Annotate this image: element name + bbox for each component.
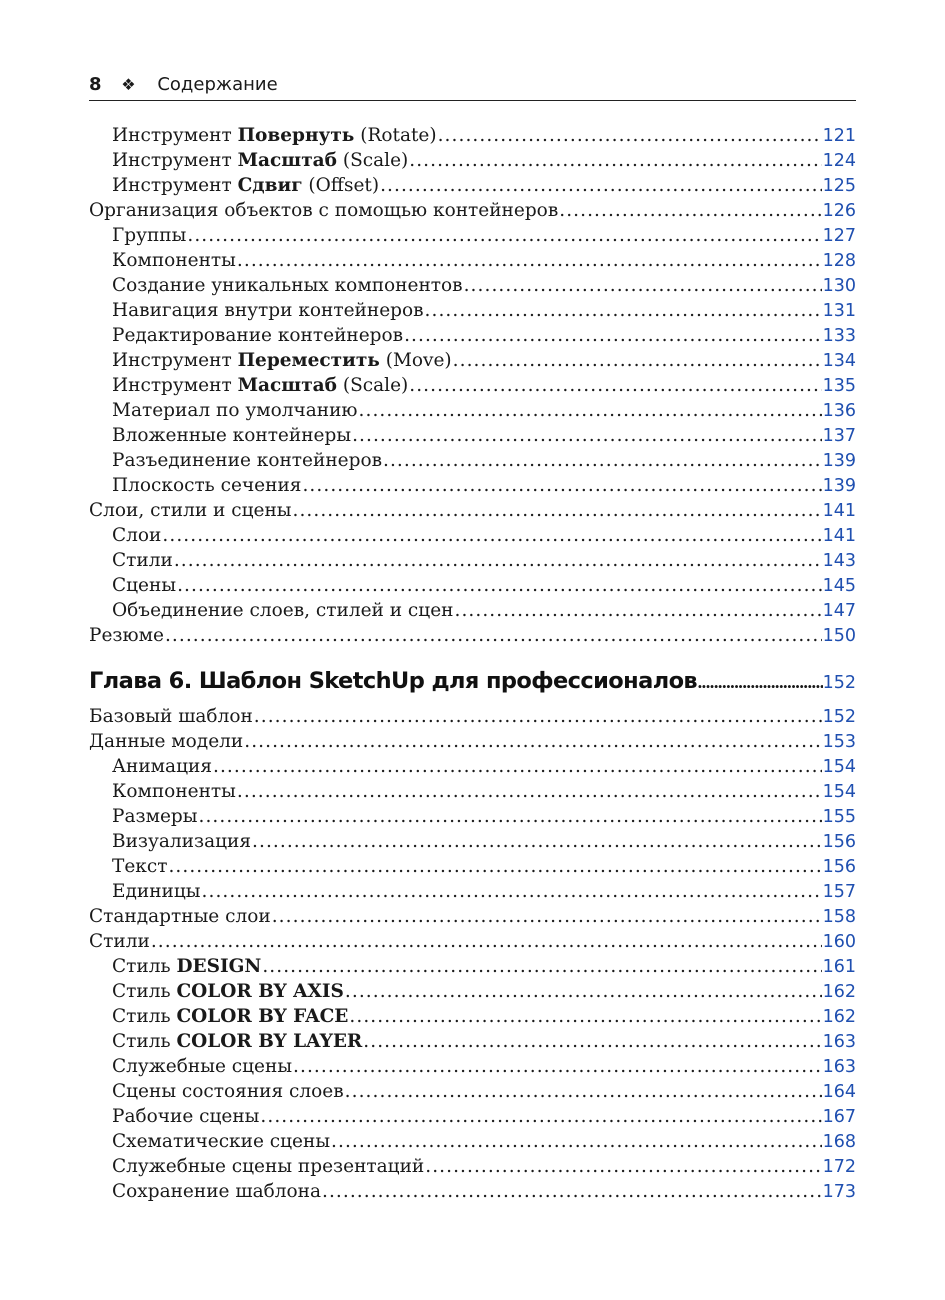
dot-leader	[168, 854, 821, 879]
toc-section-2	[89, 704, 856, 1204]
toc-entry[interactable]	[89, 1079, 856, 1104]
toc-entry-text: Стили	[112, 550, 173, 571]
toc-entry-title	[112, 148, 408, 173]
toc-page-number[interactable]: 145	[822, 576, 856, 596]
toc-entry[interactable]	[89, 348, 856, 373]
toc-entry-title	[89, 729, 243, 754]
toc-entry-text: Редактирование контейнеров	[112, 325, 404, 346]
toc-entry[interactable]	[89, 473, 856, 498]
toc-entry[interactable]	[89, 548, 856, 573]
toc-page-number[interactable]: 162	[822, 1007, 856, 1027]
dot-leader	[453, 348, 822, 373]
toc-entry-text: Инструмент	[112, 175, 238, 196]
toc-page-number[interactable]: 155	[822, 807, 856, 827]
toc-entry-text-suffix: (Scale)	[336, 375, 409, 396]
toc-entry-title	[112, 1179, 321, 1204]
dot-leader	[272, 904, 822, 929]
dot-leader	[404, 323, 822, 348]
toc-entry[interactable]	[89, 298, 856, 323]
dot-leader	[359, 398, 822, 423]
toc-page-number[interactable]: 131	[822, 301, 856, 321]
toc-entry-text: Инструмент	[112, 350, 238, 371]
toc-entry-title	[112, 448, 382, 473]
dot-leader	[198, 804, 821, 829]
toc-entry-text: Служебные сцены	[112, 1056, 293, 1077]
toc-entry-text: Базовый шаблон	[89, 706, 253, 727]
toc-entry-text: Рабочие сцены	[112, 1106, 260, 1127]
dot-leader	[438, 123, 822, 148]
toc-entry[interactable]	[89, 448, 856, 473]
toc-entry-text: Навигация внутри контейнеров	[112, 300, 424, 321]
dot-leader	[162, 523, 821, 548]
toc-entry-text: Данные модели	[89, 731, 244, 752]
toc-entry[interactable]	[89, 398, 856, 423]
toc-entry[interactable]	[89, 754, 856, 779]
toc-entry-text: Визуализация	[112, 831, 252, 852]
toc-entry[interactable]	[89, 1104, 856, 1129]
toc-entry[interactable]	[89, 498, 856, 523]
toc-section-1	[89, 123, 856, 648]
toc-entry-text-suffix: (Scale)	[336, 150, 409, 171]
toc-entry[interactable]	[89, 323, 856, 348]
toc-entry-text: Стили	[89, 931, 150, 952]
dot-leader	[425, 298, 822, 323]
toc-page-number[interactable]: 137	[822, 426, 856, 446]
toc-entry-text: Стиль	[112, 956, 177, 977]
toc-page-number[interactable]: 172	[822, 1157, 856, 1177]
toc-page-number[interactable]: 147	[822, 601, 856, 621]
toc-entry-text: Сохранение шаблона	[112, 1181, 321, 1202]
toc-entry[interactable]	[89, 904, 856, 929]
toc-entry[interactable]	[89, 248, 856, 273]
toc-entry-title	[112, 754, 212, 779]
chapter-heading[interactable]	[89, 664, 856, 698]
dot-leader	[165, 623, 822, 648]
chapter-title: Глава 6. Шаблон SketchUp для профессионалов	[89, 668, 698, 694]
toc-entry-text: Схематические сцены	[112, 1131, 331, 1152]
chapter-page-number[interactable]: 152	[822, 673, 856, 693]
toc-entry-text: Текст	[112, 856, 168, 877]
toc-entry-tool-name: COLOR BY FACE	[176, 1006, 349, 1027]
toc-entry-text: Организация объектов с помощью контейнеров	[89, 200, 559, 221]
toc-entry[interactable]	[89, 954, 856, 979]
dot-leader	[380, 173, 822, 198]
dot-leader	[352, 423, 822, 448]
dot-leader	[151, 929, 822, 954]
toc-entry-tool-name: COLOR BY AXIS	[176, 981, 344, 1002]
toc-page-number[interactable]: 164	[822, 1082, 856, 1102]
toc-entry[interactable]	[89, 1129, 856, 1154]
toc-page-number[interactable]: 124	[822, 151, 856, 171]
toc-entry-text: Разъединение контейнеров	[112, 450, 382, 471]
toc-page-number[interactable]: 135	[822, 376, 856, 396]
toc-entry-text: Компоненты	[112, 781, 236, 802]
toc-entry-title	[112, 1079, 344, 1104]
toc-page-number[interactable]: 160	[822, 932, 856, 952]
toc-entry-title	[112, 473, 301, 498]
toc-entry-text: Стандартные слои	[89, 906, 271, 927]
toc-entry-title	[89, 498, 292, 523]
toc-entry-title	[112, 323, 403, 348]
running-title: Содержание	[157, 74, 278, 95]
toc-entry-text: Объединение слоев, стилей и сцен	[112, 600, 454, 621]
dot-leader	[293, 498, 822, 523]
toc-entry-title	[89, 704, 253, 729]
dot-leader	[349, 1004, 821, 1029]
toc-entry-title	[112, 979, 344, 1004]
toc-entry-text: Инструмент	[112, 150, 238, 171]
toc-entry-title	[89, 904, 271, 929]
toc-entry-text: Создание уникальных компонентов	[112, 275, 463, 296]
toc-entry-title	[112, 779, 236, 804]
toc-entry-title	[112, 423, 351, 448]
toc-entry-title	[112, 1104, 259, 1129]
toc-page-number[interactable]: 158	[822, 907, 856, 927]
dot-leader	[237, 248, 822, 273]
toc-entry-title	[112, 1154, 424, 1179]
toc-entry-text-suffix: (Rotate)	[354, 125, 437, 146]
toc-entry[interactable]	[89, 929, 856, 954]
dot-leader	[252, 829, 822, 854]
toc-entry[interactable]	[89, 373, 856, 398]
toc-entry-text: Группы	[112, 225, 187, 246]
running-header	[89, 72, 856, 101]
toc-page-number[interactable]: 139	[822, 476, 856, 496]
toc-entry-title	[89, 623, 164, 648]
toc-entry[interactable]	[89, 1004, 856, 1029]
toc-page-number[interactable]: 141	[822, 501, 856, 521]
dot-leader	[454, 598, 821, 623]
toc-entry[interactable]	[89, 1029, 856, 1054]
toc-entry-title	[112, 879, 201, 904]
dot-leader	[559, 198, 821, 223]
dot-leader	[464, 273, 822, 298]
toc-page-number[interactable]: 163	[822, 1057, 856, 1077]
toc-page-number[interactable]: 156	[822, 857, 856, 877]
toc-page-number[interactable]: 157	[822, 882, 856, 902]
dot-leader	[409, 148, 821, 173]
dot-leader	[213, 754, 822, 779]
toc-entry-tool-name: DESIGN	[176, 956, 262, 977]
toc-entry-tool-name: COLOR BY LAYER	[176, 1031, 363, 1052]
toc-entry-text: Слои	[112, 525, 162, 546]
dot-leader	[293, 1054, 822, 1079]
toc-entry-text: Материал по умолчанию	[112, 400, 358, 421]
toc-entry[interactable]	[89, 423, 856, 448]
dot-leader	[262, 954, 821, 979]
dot-leader	[345, 1079, 822, 1104]
toc-entry[interactable]	[89, 273, 856, 298]
toc-page-number[interactable]: 141	[822, 526, 856, 546]
toc-entry[interactable]	[89, 173, 856, 198]
toc-page-number[interactable]: 156	[822, 832, 856, 852]
toc-entry-title	[112, 123, 437, 148]
toc-entry-text: Стиль	[112, 981, 177, 1002]
table-of-contents	[89, 123, 856, 1204]
toc-page-number[interactable]: 167	[822, 1107, 856, 1127]
toc-entry[interactable]	[89, 223, 856, 248]
toc-entry[interactable]	[89, 1179, 856, 1204]
toc-entry-title	[112, 298, 424, 323]
toc-entry-text: Служебные сцены презентаций	[112, 1156, 425, 1177]
toc-entry-title	[112, 223, 186, 248]
toc-entry-text: Инструмент	[112, 375, 238, 396]
toc-entry[interactable]	[89, 598, 856, 623]
toc-entry-title	[112, 829, 251, 854]
toc-entry-tool-name: Масштаб	[237, 150, 337, 171]
toc-entry-text: Резюме	[89, 625, 164, 646]
dot-leader	[331, 1129, 822, 1154]
dot-leader	[302, 473, 821, 498]
toc-entry-title	[112, 1029, 362, 1054]
toc-entry-title	[112, 598, 453, 623]
dot-leader	[260, 1104, 821, 1129]
toc-entry[interactable]	[89, 198, 856, 223]
toc-page-number[interactable]: 133	[822, 326, 856, 346]
toc-entry-title	[112, 348, 452, 373]
toc-entry[interactable]	[89, 779, 856, 804]
toc-entry-tool-name: Повернуть	[237, 125, 355, 146]
toc-page-number[interactable]: 143	[822, 551, 856, 571]
toc-entry-title	[112, 173, 379, 198]
toc-entry-text: Стиль	[112, 1031, 177, 1052]
dot-leader	[363, 1029, 821, 1054]
toc-entry-text-suffix: (Move)	[379, 350, 452, 371]
dot-leader	[187, 223, 821, 248]
toc-page-number[interactable]: 134	[822, 351, 856, 371]
toc-entry-title	[112, 373, 408, 398]
toc-page-number[interactable]: 162	[822, 982, 856, 1002]
toc-entry-text: Компоненты	[112, 250, 236, 271]
toc-page-number[interactable]: 130	[822, 276, 856, 296]
toc-entry-title	[112, 804, 197, 829]
page-number: 8	[89, 74, 102, 95]
dot-leader	[237, 779, 822, 804]
toc-entry[interactable]	[89, 729, 856, 754]
toc-entry-text: Единицы	[112, 881, 201, 902]
toc-page-number[interactable]: 128	[822, 251, 856, 271]
dot-leader	[174, 548, 822, 573]
toc-entry[interactable]	[89, 123, 856, 148]
toc-page-number[interactable]: 136	[822, 401, 856, 421]
toc-entry-title	[112, 854, 167, 879]
toc-entry[interactable]	[89, 704, 856, 729]
toc-entry-title	[112, 1054, 292, 1079]
toc-entry-text: Размеры	[112, 806, 198, 827]
toc-page-number[interactable]: 153	[822, 732, 856, 752]
toc-entry-tool-name: Масштаб	[237, 375, 337, 396]
toc-entry[interactable]	[89, 623, 856, 648]
toc-entry[interactable]	[89, 854, 856, 879]
toc-entry-text-suffix: (Offset)	[302, 175, 380, 196]
dot-leader	[322, 1179, 822, 1204]
toc-entry-tool-name: Сдвиг	[237, 175, 303, 196]
toc-entry[interactable]	[89, 879, 856, 904]
dot-leader	[697, 666, 823, 698]
dot-leader	[244, 729, 821, 754]
toc-page-number[interactable]: 154	[822, 782, 856, 802]
toc-entry-title	[112, 548, 173, 573]
toc-entry-title	[112, 954, 261, 979]
toc-entry-title	[112, 573, 176, 598]
toc-entry-title	[112, 1004, 348, 1029]
toc-entry-text: Вложенные контейнеры	[112, 425, 352, 446]
toc-page-number[interactable]: 152	[822, 707, 856, 727]
dot-leader	[345, 979, 822, 1004]
toc-entry[interactable]	[89, 804, 856, 829]
toc-entry[interactable]	[89, 1154, 856, 1179]
dot-leader	[177, 573, 822, 598]
dot-leader	[425, 1154, 821, 1179]
toc-page-number[interactable]: 161	[822, 957, 856, 977]
toc-entry-text: Сцены состояния слоев	[112, 1081, 344, 1102]
toc-entry-text: Стиль	[112, 1006, 177, 1027]
toc-page-number[interactable]: 150	[822, 626, 856, 646]
dot-leader	[254, 704, 822, 729]
toc-entry-text: Плоскость сечения	[112, 475, 302, 496]
toc-entry-title	[112, 273, 463, 298]
dot-leader	[202, 879, 822, 904]
toc-entry-title	[89, 198, 558, 223]
toc-page-number[interactable]: 163	[822, 1032, 856, 1052]
toc-entry-title	[89, 929, 150, 954]
toc-entry-title	[112, 523, 161, 548]
toc-page-number[interactable]: 121	[822, 126, 856, 146]
toc-entry-title	[112, 398, 358, 423]
toc-entry[interactable]	[89, 979, 856, 1004]
toc-entry[interactable]	[89, 1054, 856, 1079]
toc-entry[interactable]	[89, 573, 856, 598]
toc-page-number[interactable]: 168	[822, 1132, 856, 1152]
toc-entry-text: Анимация	[112, 756, 212, 777]
toc-page-number[interactable]: 154	[822, 757, 856, 777]
toc-page-number[interactable]: 126	[822, 201, 856, 221]
toc-entry[interactable]	[89, 829, 856, 854]
toc-page-number[interactable]: 173	[822, 1182, 856, 1202]
toc-page-number[interactable]: 127	[822, 226, 856, 246]
toc-entry[interactable]	[89, 148, 856, 173]
dot-leader	[409, 373, 821, 398]
toc-page-number[interactable]: 125	[822, 176, 856, 196]
toc-entry-tool-name: Переместить	[237, 350, 380, 371]
toc-entry[interactable]	[89, 523, 856, 548]
toc-entry-text: Инструмент	[112, 125, 238, 146]
toc-entry-title	[112, 248, 236, 273]
toc-entry-text: Слои, стили и сцены	[89, 500, 292, 521]
dot-leader	[383, 448, 822, 473]
toc-page-number[interactable]: 139	[822, 451, 856, 471]
toc-entry-text: Сцены	[112, 575, 177, 596]
toc-entry-title	[112, 1129, 330, 1154]
ornament-icon: ❖	[121, 75, 136, 94]
